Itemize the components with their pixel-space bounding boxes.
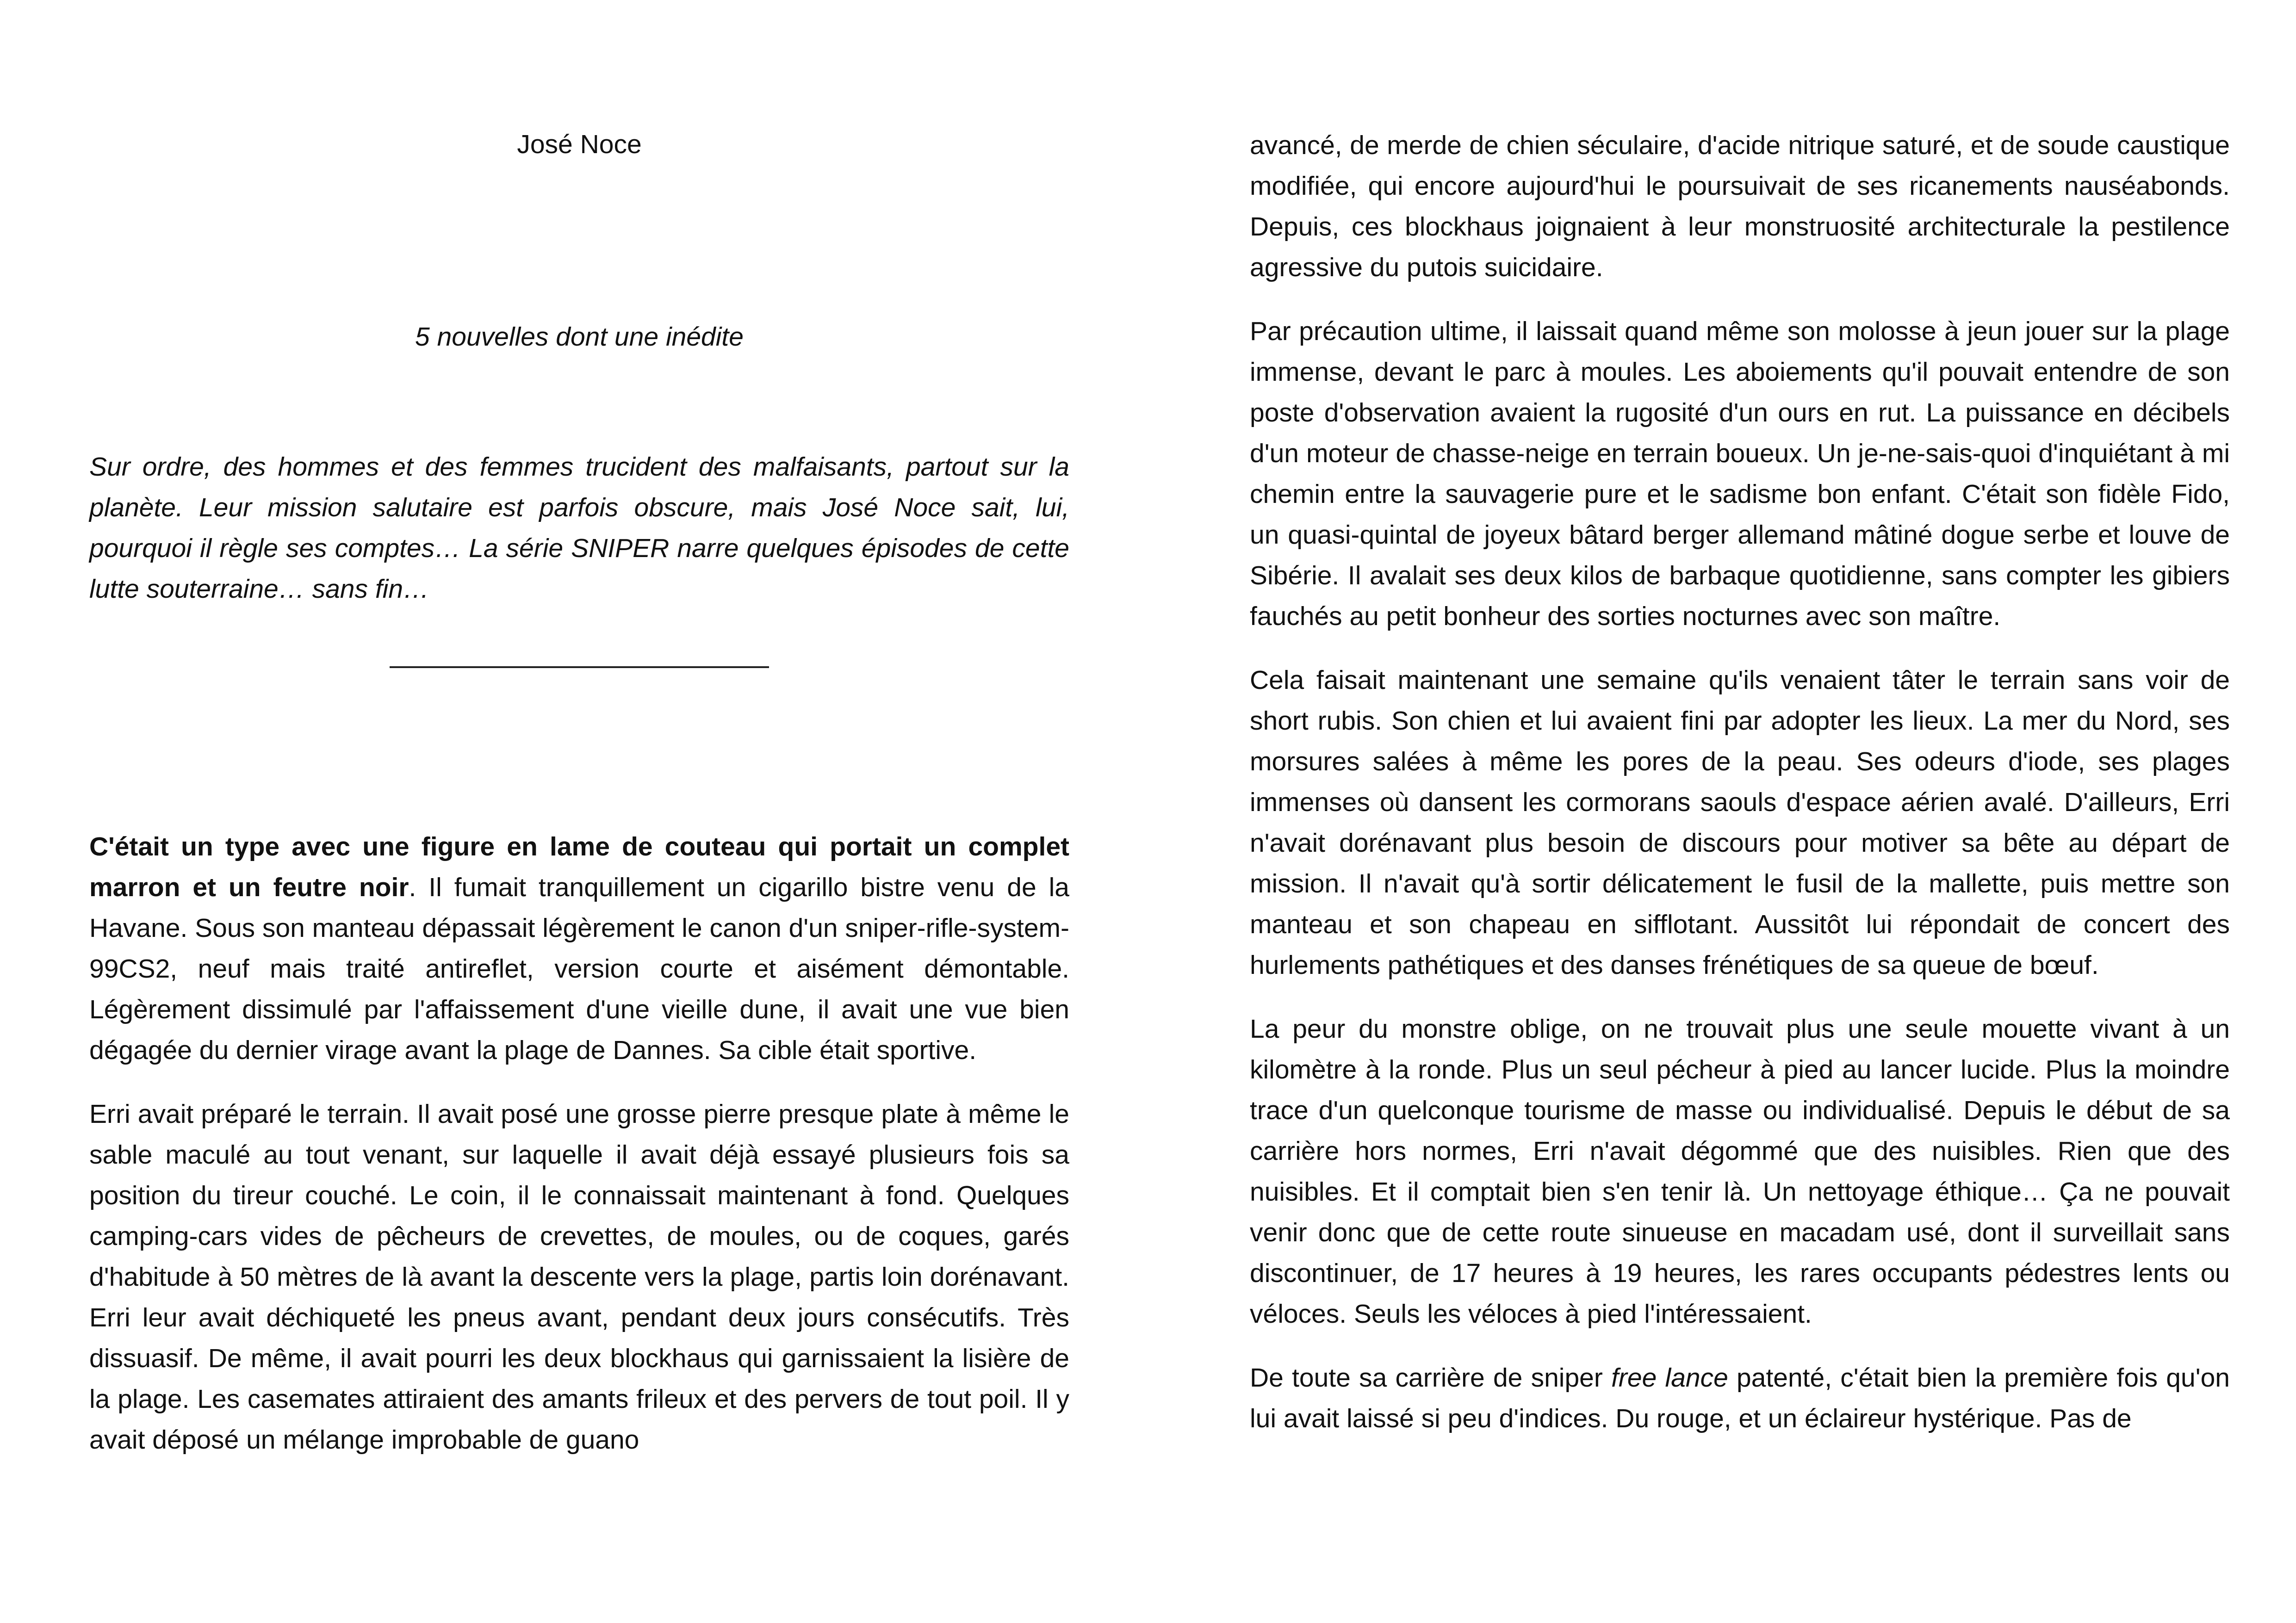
paragraph-7 [1250,1357,2230,1439]
paragraph-4: Par précaution ultime, il laissait quand même son molosse à jeun jouer sur la plage immense, devant le parc à moules. Les aboiements qu'il pouvait entendre de son poste d'observation avaient la rugosité d'un ours en rut. La puissance en décibels d'un moteur de chasse-neige en terrain boueux. Un je-ne-sais-quoi d'inquiétant à mi chemin entre la sauvagerie pure et le sadisme bon enfant. C'était son fidèle Fido, un quasi-quintal de joyeux bâtard berger allemand mâtiné dogue serbe et louve de Sibérie. Il avalait ses deux kilos de barbaque quotidienne, sans compter les gibiers fauchés au petit bonheur des sorties nocturnes avec son maître. [1250,316,2230,631]
paragraph-2: Erri avait préparé le terrain. Il avait posé une grosse pierre presque plate à même le sable maculé au tout venant, sur laquelle il avait déjà essayé plusieurs fois sa position du tireur couché. Le coin, il le connaissait maintenant à fond. Quelques camping-cars vides de pêcheurs de crevettes, de moules, ou de coques, garés d'habitude à 50 mètres de là avant la descente vers la plage, partis loin dorénavant. Erri leur avait déchiqueté les pneus avant, pendant deux jours consécutifs. Très dissuasif. De même, il avait pourri les deux blockhaus qui garnissaient la lisière de la plage. Les casemates attiraient des amants frileux et des pervers de tout poil. Il y avait déposé un mélange improbable de guano [89,1099,1069,1455]
paragraph-5: Cela faisait maintenant une semaine qu'ils venaient tâter le terrain sans voir de short rubis. Son chien et lui avaient fini par adopter les lieux. La mer du Nord, ses morsures salées à même les pores de la peau. Ses odeurs d'iode, ses plages immenses où dansent les cormorans saouls d'espace aérien avalé. D'ailleurs, Erri n'avait dorénavant plus besoin de discours pour motiver sa bête au départ de mission. Il n'avait qu'à sortir délicatement le fusil de la mallette, puis mettre son manteau et son chapeau en sifflotant. Aussitôt lui répondait de concert des hurlements pathétiques et des danses frénétiques de sa queue de bœuf. [1250,665,2230,980]
paragraph-3: avancé, de merde de chien séculaire, d'acide nitrique saturé, et de soude caustique modifiée, qui encore aujourd'hui le poursuivait de ses ricanements nauséabonds. Depuis, ces blockhaus joignaient à leur monstruosité architecturale la pestilence agressive du putois suicidaire. [1250,130,2230,282]
left-body-text [89,826,1069,1483]
book-subtitle: 5 nouvelles dont une inédite [415,322,744,352]
paragraph-1-bold-lead: C'était un type avec une figure en lame de couteau qui portait un complet marron et un feutre noir [89,832,1069,902]
book-blurb: Sur ordre, des hommes et des femmes trucident des malfaisants, partout sur la planète. Leur mission salutaire est parfois obscure, mais José Noce sait, lui, pourquoi il règle ses comptes… La série SNIPER narre quelques épisodes de cette lutte souterraine… sans fin… [89,452,1069,604]
paragraph-1 [89,826,1069,1071]
paragraph-1-text: . Il fumait tranquillement un cigarillo bistre venu de la Havane. Sous son manteau dépassait légèrement le canon d'un sniper-rifle-system-99CS2, neuf mais traité antireflet, version courte et aisément démontable. Légèrement dissimulé par l'affaissement d'une vieille dune, il avait une vue bien dégagée du dernier virage avant la plage de Dannes. Sa cible était sportive. [89,873,1069,1065]
author-name: José Noce [517,130,642,159]
paragraph-7-text-end: patenté, c'était bien la première fois qu'on lui avait laissé si peu d'indices. Du rouge, et un éclaireur hystérique. Pas de [1250,1363,2230,1433]
paragraph-6: La peur du monstre oblige, on ne trouvait plus une seule mouette vivant à un kilomètre à la ronde. Plus un seul pécheur à pied au lancer lucide. Plus la moindre trace d'un quelconque tourisme de masse ou individualisé. Depuis le début de sa carrière hors normes, Erri n'avait dégommé que des nuisibles. Rien que des nuisibles. Et il comptait bien s'en tenir là. Un nettoyage éthique… Ça ne pouvait venir donc que de cette route sinueuse en macadam usé, dont il surveillait sans discontinuer, de 17 heures à 19 heures, les rares occupants pédestres lents ou véloces. Seuls les véloces à pied l'intéressaient. [1250,1014,2230,1329]
paragraph-7-text-start: De toute sa carrière de sniper [1250,1363,1612,1393]
paragraph-7-italic-term: free lance [1611,1363,1728,1393]
separator-rule [390,666,769,668]
right-page [1148,0,2296,1623]
right-body-text [1250,125,2230,1462]
